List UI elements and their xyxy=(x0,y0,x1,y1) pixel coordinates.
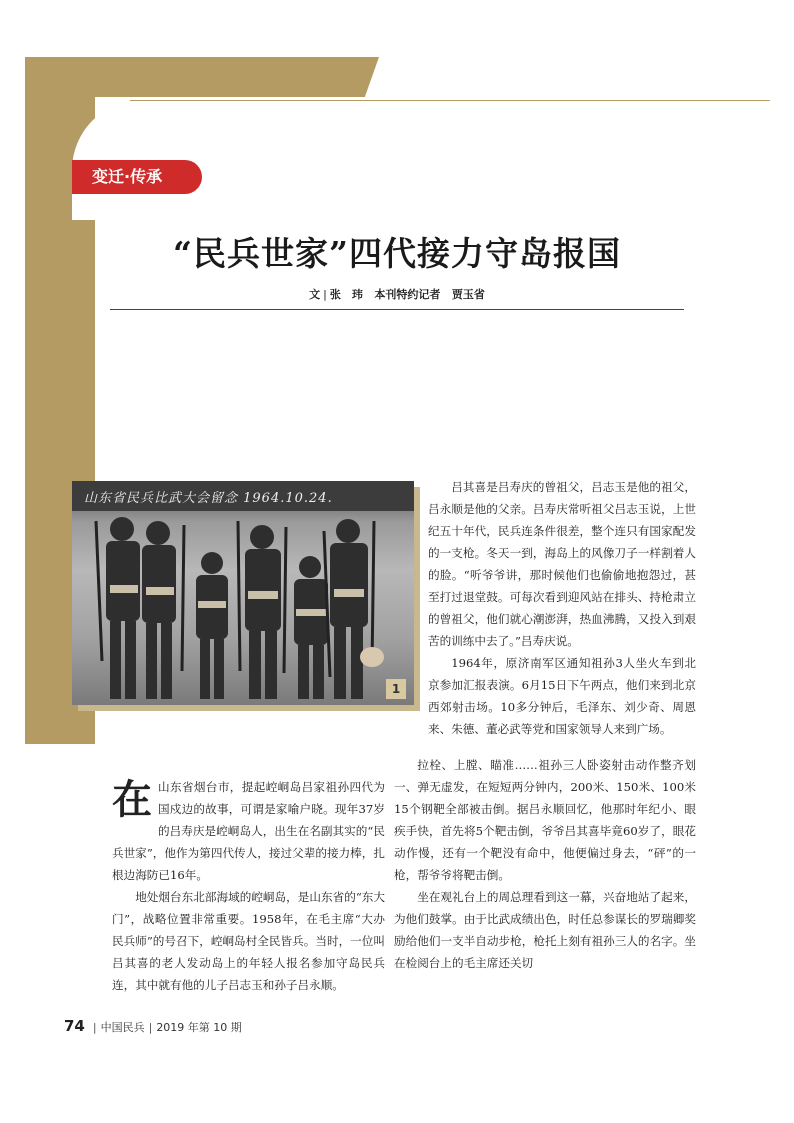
header-rule xyxy=(130,100,770,101)
decorative-gold-band xyxy=(25,57,379,97)
magazine-name: 中国民兵 xyxy=(100,1021,145,1034)
byline-author-2: 贾玉省 xyxy=(451,288,485,301)
byline xyxy=(110,286,684,302)
page-footer xyxy=(64,1017,242,1035)
body-column-left xyxy=(112,776,385,996)
paragraph: 吕其喜是吕寿庆的曾祖父，吕志玉是他的祖父，吕永顺是他的父亲。吕寿庆常听祖父吕志玉说，上世纪五十年代，民兵连条件很差，整个连只有国家配发的一支枪。冬天一到，海岛上的风像刀子一样割着人的脸。“听爷爷讲，那时候他们也偷偷地抱怨过，甚至打过退堂鼓。可每次看到迎风站在排头、持枪肃立的曾祖父，他们就心潮澎湃，热血沸腾，又投入到艰苦的训练中去了。”吕寿庆说。 xyxy=(428,480,696,648)
issue-label: 2019 年第 10 期 xyxy=(156,1021,242,1034)
historic-photo xyxy=(72,481,414,705)
byline-author: 张 玮 xyxy=(329,288,363,301)
article-title: “民兵世家”四代接力守岛报国 xyxy=(173,234,621,273)
paragraph: 地处烟台东北部海域的崆峒岛，是山东省的“东大门”，战略位置非常重要。1958年，在毛主席“大办民兵师”的号召下，崆峒岛村全民皆兵。当时，一位叫吕其喜的老人发动岛上的年轻人报名参加守岛民兵连，其中就有他的儿子吕志玉和孙子吕永顺。 xyxy=(112,890,385,992)
body-column-right-bottom xyxy=(394,754,696,974)
photo-number: 1 xyxy=(386,679,406,699)
section-tag: 变迁·传承 xyxy=(72,160,202,194)
paragraph: 坐在观礼台上的周总理看到这一幕，兴奋地站了起来，为他们鼓掌。由于比武成绩出色，时任总参谋长的罗瑞卿奖励给他们一支半自动步枪，枪托上刻有祖孙三人的名字。坐在检阅台上的毛主席还关切 xyxy=(394,890,696,970)
lead-text: 山东省烟台市，提起崆峒岛吕家祖孙四代为国戍边的故事，可谓是家喻户晓。现年37岁的吕寿庆是崆峒岛人，出生在名副其实的“民兵世家”，他作为第四代传人，接过父辈的接力棒，扎根边海防已16年。 xyxy=(112,780,385,882)
photo-figures-illustration xyxy=(72,481,414,705)
body-column-right-top xyxy=(428,476,696,740)
byline-separator: | xyxy=(323,288,327,301)
footer-separator: | xyxy=(148,1021,153,1034)
paragraph: 拉栓、上膛、瞄准……祖孙三人卧姿射击动作整齐划一、弹无虚发，在短短两分钟内，200米、150米、100米15个钢靶全部被击倒。据吕永顺回忆，他那时年纪小、眼疾手快，首先将5个靶击倒，爷爷吕其喜毕竟60岁了，眼花动作慢，还有一个靶没有命中，他便偏过身去，“砰”的一枪，帮爷爷将靶击倒。 xyxy=(394,758,696,882)
byline-role: 本刊特约记者 xyxy=(374,288,441,301)
page-number: 74 xyxy=(64,1017,85,1035)
byline-prefix: 文 xyxy=(309,288,321,301)
photo-inscription: 山东省民兵比武大会留念 1964.10.24. xyxy=(84,491,333,506)
paragraph: 1964年，原济南军区通知祖孙3人坐火车到北京参加汇报表演。6月15日下午两点，他们来到北京西郊射击场。10多分钟后，毛泽东、刘少奇、周恩来、朱德、董必武等党和国家领导人来到广场。 xyxy=(428,656,696,736)
drop-cap: 在 xyxy=(112,776,152,823)
title-rule xyxy=(110,309,684,310)
footer-separator: | xyxy=(92,1021,97,1034)
lead-paragraph xyxy=(112,776,385,886)
